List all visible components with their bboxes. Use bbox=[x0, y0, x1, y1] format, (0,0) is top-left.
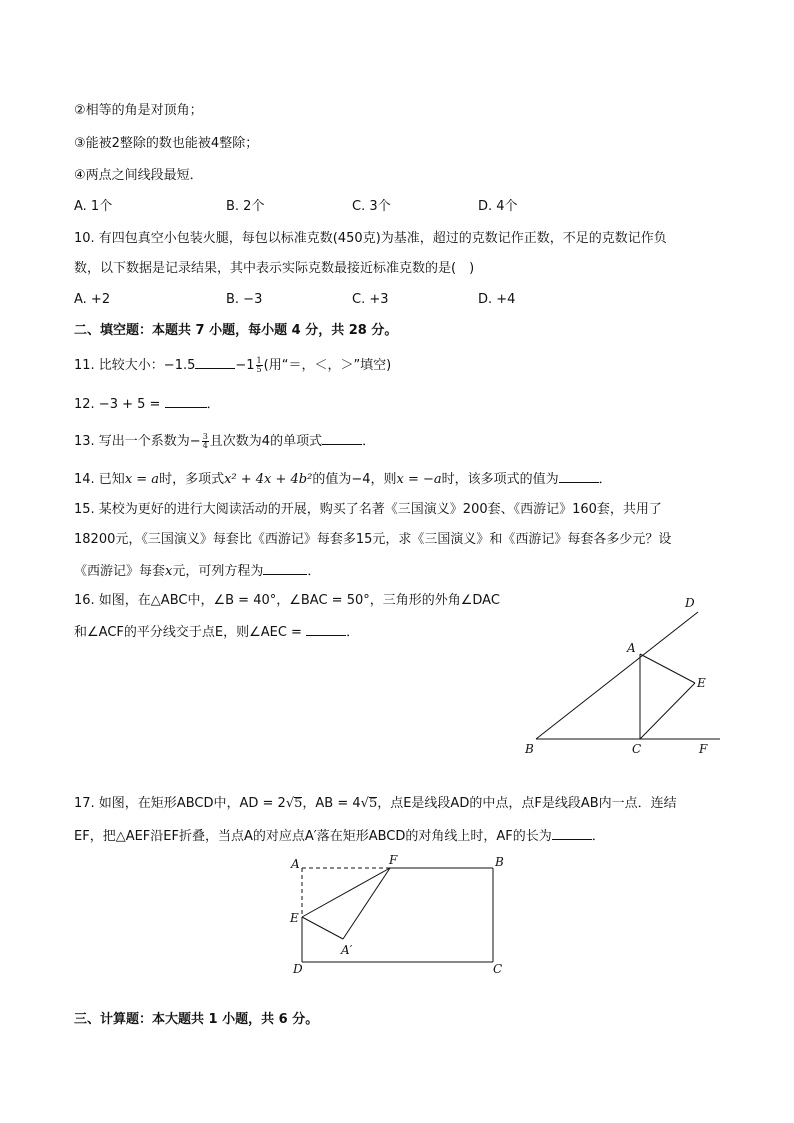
q9-item-3: ③能被2整除的数也能被4整除； bbox=[74, 136, 259, 151]
q17-suffix: ． bbox=[591, 829, 605, 844]
q17-root-2: 5 bbox=[368, 796, 378, 811]
q15-line3 bbox=[74, 562, 320, 581]
q10-option-a: A. +2 bbox=[74, 292, 111, 307]
q17-line-ea-prime bbox=[302, 917, 343, 939]
q17-label-e: E bbox=[290, 911, 299, 925]
q11 bbox=[74, 356, 391, 375]
q16-label-e: E bbox=[697, 676, 706, 690]
q16-line2-text: 和∠ACF的平分线交于点E，则∠AEC = bbox=[74, 625, 302, 640]
q16-line-ce bbox=[640, 683, 695, 739]
q16-line-bd bbox=[536, 612, 698, 739]
q16-label-f: F bbox=[699, 742, 708, 756]
q11-answer-blank[interactable] bbox=[195, 356, 235, 369]
q9-item-4: ④两点之间线段最短． bbox=[74, 168, 203, 183]
q17-label-a-prime: A′ bbox=[341, 943, 353, 957]
q17-line-ef bbox=[302, 868, 390, 917]
q11-suffix: (用“＝，＜，＞”填空) bbox=[263, 358, 392, 373]
q15-answer-blank[interactable] bbox=[263, 562, 307, 575]
q13-prefix: 13. 写出一个系数为− bbox=[74, 434, 201, 449]
q16-answer-blank[interactable] bbox=[306, 623, 346, 636]
q9-item-2: ②相等的角是对顶角； bbox=[74, 103, 203, 118]
q10-line2: 数，以下数据是记录结果，其中表示实际克数最接近标准克数的是( ) bbox=[74, 261, 475, 276]
q16-label-a: A bbox=[627, 641, 636, 655]
q17-text-1: 17. 如图，在矩形ABCD中，AD = 2 bbox=[74, 796, 286, 811]
q14-text-3: 的值为−4，则 bbox=[312, 472, 397, 487]
q14 bbox=[74, 470, 612, 489]
q17-line2-text: EF，把△AEF沿EF折叠，当点A的对应点A′落在矩形ABCD的对角线上时，AF的长为 bbox=[74, 829, 552, 844]
q16-suffix: ． bbox=[346, 625, 360, 640]
q14-suffix: ． bbox=[598, 472, 612, 487]
q12-prefix: 12. −3 + 5 = bbox=[74, 397, 161, 412]
q16-label-d: D bbox=[685, 596, 695, 610]
q9-option-a: A. 1个 bbox=[74, 199, 113, 214]
q15-suffix: ． bbox=[307, 564, 321, 579]
q15-variable: x bbox=[165, 564, 173, 579]
q14-condition-2: x = −a bbox=[396, 472, 442, 487]
q17-text-2: ，AB = 4 bbox=[302, 796, 361, 811]
q16-line2 bbox=[74, 623, 359, 642]
q17-line2 bbox=[74, 827, 605, 846]
q17-line1: 17. 如图，在矩形ABCD中，AD = 2√5，AB = 4√5，点E是线段AD的中点，点F是线段AB内一点．连结 bbox=[74, 796, 677, 811]
q16-label-c: C bbox=[632, 742, 642, 756]
q14-answer-blank[interactable] bbox=[559, 470, 599, 483]
q14-text-2: 时，多项式 bbox=[159, 472, 225, 487]
q17-rectangle-figure bbox=[285, 850, 515, 980]
q10-line1: 10. 有四包真空小包装火腿，每包以标准克数(450克)为基准，超过的克数记作正数，不足的克数记作负 bbox=[74, 231, 667, 246]
q16-triangle-figure bbox=[520, 590, 730, 765]
q17-line-fa-prime bbox=[343, 868, 390, 939]
q13-answer-blank[interactable] bbox=[322, 432, 362, 445]
q15-line3-text: 《西游记》每套 bbox=[74, 564, 166, 579]
q14-polynomial: x² + 4x + 4b² bbox=[224, 472, 313, 487]
q17-label-c: C bbox=[493, 962, 503, 976]
q12 bbox=[74, 395, 220, 414]
q16-line1: 16. 如图，在△ABC中，∠B = 40°，∠BAC = 50°，三角形的外角∠DAC bbox=[74, 593, 500, 608]
q17-root-1: 5 bbox=[294, 796, 303, 811]
q14-text-4: 时，该多项式的值为 bbox=[441, 472, 559, 487]
q17-label-d: D bbox=[293, 962, 303, 976]
q13-suffix: ． bbox=[362, 434, 376, 449]
q15-line3-text-2: 元，可列方程为 bbox=[172, 564, 264, 579]
q14-text-1: 14. 已知 bbox=[74, 472, 125, 487]
q12-suffix: ． bbox=[206, 397, 220, 412]
section-3-heading: 三、计算题：本大题共 1 小题，共 6 分。 bbox=[74, 1012, 319, 1027]
q9-option-b: B. 2个 bbox=[226, 199, 265, 214]
q15-line2: 18200元，《三国演义》每套比《西游记》每套多15元，求《三国演义》和《西游记》每套各多少元？设 bbox=[74, 532, 672, 547]
q17-label-f: F bbox=[389, 853, 398, 867]
q15-line1: 15. 某校为更好的进行大阅读活动的开展，购买了名著《三国演义》200套、《西游记》160套，共用了 bbox=[74, 502, 662, 517]
q17-label-b: B bbox=[495, 855, 504, 869]
q11-fraction: $\frac{1}{5}$ bbox=[256, 356, 262, 374]
q11-mid: −1 bbox=[235, 358, 255, 373]
q16-line-ae bbox=[640, 654, 695, 683]
q13-fraction: $\frac{3}{4}$ bbox=[202, 432, 208, 450]
q10-option-c: C. +3 bbox=[352, 292, 389, 307]
q10-option-d: D. +4 bbox=[478, 292, 516, 307]
q17-label-a: A bbox=[291, 857, 300, 871]
q17-answer-blank[interactable] bbox=[552, 827, 592, 840]
q10-option-b: B. −3 bbox=[226, 292, 263, 307]
q13-mid: 且次数为4的单项式 bbox=[209, 434, 323, 449]
q14-condition-1: x = a bbox=[124, 472, 160, 487]
q13 bbox=[74, 432, 375, 451]
q16-label-b: B bbox=[525, 742, 534, 756]
q17-text-3: ，点E是线段AD的中点，点F是线段AB内一点．连结 bbox=[377, 796, 677, 811]
q9-option-d: D. 4个 bbox=[478, 199, 518, 214]
q11-prefix: 11. 比较大小：−1.5 bbox=[74, 358, 196, 373]
q12-answer-blank[interactable] bbox=[165, 395, 207, 408]
section-2-heading: 二、填空题：本题共 7 小题，每小题 4 分，共 28 分。 bbox=[74, 323, 398, 338]
q9-option-c: C. 3个 bbox=[352, 199, 391, 214]
